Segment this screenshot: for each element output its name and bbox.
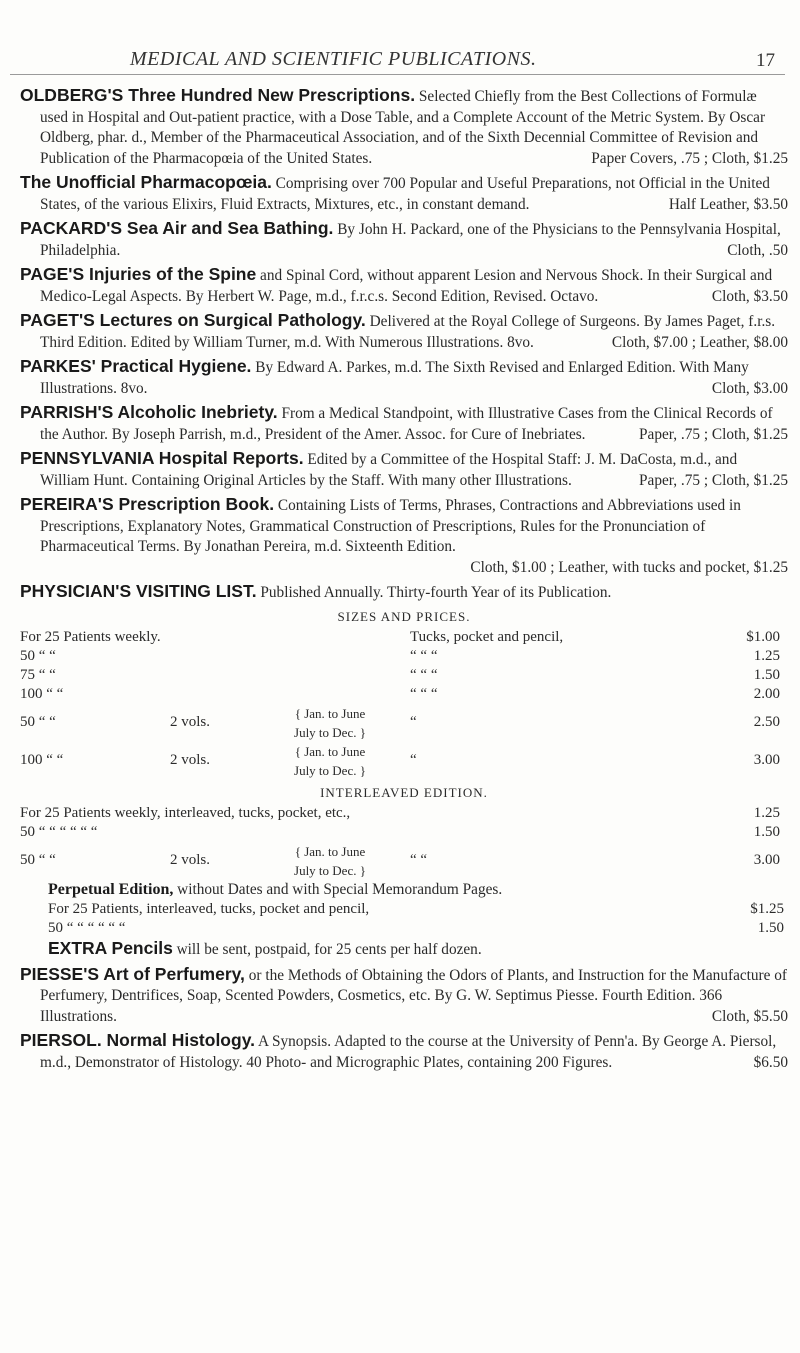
entry-text: Selected Chiefly from the Best Collections of Formulæ used in Hospital and Out-patient practice, with a Dose Table, and a Complete Account of the Metric System. By Oscar Oldberg, phar. d., Member of the Pharmaceutical Association, and of the Sixth Decennial Committee of Revision and Publication of the Pharmacopœia of the United States. bbox=[40, 88, 766, 167]
price-row bbox=[20, 900, 788, 919]
sizes-heading: SIZES AND PRICES. bbox=[337, 608, 471, 624]
catalog-entry bbox=[20, 402, 788, 445]
entry-heading: PAGET'S Lectures on Surgical Pathology. bbox=[20, 310, 366, 330]
row-patients: For 25 Patients, interleaved, tucks, pocket and pencil, bbox=[48, 900, 370, 917]
price-row bbox=[20, 685, 784, 704]
entry-text: Edited by a Committee of the Hospital Staff: J. M. DaCosta, m.d., and William Hunt. Containing Original Articles by the Staff. With many other Illustrations. bbox=[40, 451, 738, 489]
row-volumes bbox=[170, 666, 250, 685]
entry-price: Cloth, $1.00 ; Leather, with tucks and pocket, $1.25 bbox=[470, 558, 788, 576]
catalog-entry bbox=[20, 494, 788, 578]
row-price: 3.00 bbox=[753, 852, 780, 868]
header-rule bbox=[10, 74, 785, 75]
row-patients: For 25 Patients weekly. bbox=[20, 628, 161, 645]
row-price: 1.50 bbox=[753, 666, 780, 683]
entry-text: From a Medical Standpoint, with Illustrative Cases from the Clinical Records of the Author. By Joseph Parrish, m.d., President of the Amer. Assoc. for Cure of Inebriates. bbox=[40, 405, 773, 443]
row-patients: 50 “ “ “ “ “ “ bbox=[20, 823, 98, 840]
entry-price: Half Leather, $3.50 bbox=[668, 195, 788, 213]
entry-text: Comprising over 700 Popular and Useful Preparations, not Official in the United States, of the various Elixirs, Fluid Extracts, Mixtures, etc., in constant demand. bbox=[40, 175, 770, 213]
catalog-content bbox=[20, 85, 788, 1076]
entry-price: Paper, .75 ; Cloth, $1.25 bbox=[639, 471, 788, 489]
entry-text: A Synopsis. Adapted to the course at the University of Penn'a. By George A. Piersol, m.d., Demonstrator of Histology. 40 Photo- and Micrographic Plates, containing 200 Figures. bbox=[40, 1033, 777, 1071]
row-price: 1.25 bbox=[753, 647, 780, 664]
row-period bbox=[250, 628, 410, 647]
entry-heading: PAGE'S Injuries of the Spine bbox=[20, 264, 257, 284]
entry-heading: PHYSICIAN'S VISITING LIST. bbox=[20, 581, 257, 601]
entry-heading: PIERSOL. Normal Histology. bbox=[20, 1030, 255, 1050]
row-period bbox=[250, 742, 410, 780]
row-price: $1.25 bbox=[750, 900, 784, 917]
page-number: 17 bbox=[756, 50, 775, 71]
price-row bbox=[20, 804, 784, 823]
row-price: 3.00 bbox=[753, 752, 780, 768]
extra-text: will be sent, postpaid, for 25 cents per half dozen. bbox=[172, 940, 482, 958]
page-header bbox=[0, 48, 800, 76]
period-first: { Jan. to June bbox=[294, 743, 366, 759]
row-volumes: 2 vols. bbox=[170, 714, 211, 730]
entry-price: Cloth, $7.00 ; Leather, $8.00 bbox=[611, 333, 788, 351]
row-volumes: 2 vols. bbox=[170, 852, 211, 868]
catalog-entry bbox=[20, 448, 788, 491]
perpetual-text: without Dates and with Special Memorandum Pages. bbox=[173, 880, 503, 898]
row-price: 1.50 bbox=[757, 919, 784, 936]
extra-line bbox=[20, 938, 788, 960]
entry-price: Cloth, $3.00 bbox=[711, 379, 788, 397]
row-period bbox=[250, 685, 410, 704]
entry-text: By Edward A. Parkes, m.d. The Sixth Revised and Enlarged Edition. With Many Illustrations. 8vo. bbox=[40, 359, 749, 397]
row-price: 2.00 bbox=[753, 685, 780, 702]
row-patients: 50 “ “ bbox=[20, 647, 56, 664]
period-first: { Jan. to June bbox=[294, 705, 366, 721]
interleaved-heading: INTERLEAVED EDITION. bbox=[320, 784, 488, 800]
price-row bbox=[20, 666, 784, 685]
period-second: July to Dec. } bbox=[294, 862, 366, 878]
row-patients: For 25 Patients weekly, interleaved, tucks, pocket, etc., bbox=[20, 804, 351, 821]
price-row bbox=[20, 647, 784, 666]
row-patients: 50 “ “ “ “ “ “ bbox=[48, 919, 126, 936]
price-row bbox=[20, 742, 784, 780]
entry-text: and Spinal Cord, without apparent Lesion and Nervous Shock. In their Surgical and Medico-Legal Aspects. By Herbert W. Page, m.d., f.r.c.s. Second Edition, Revised. Octavo. bbox=[40, 267, 773, 305]
catalog-entry bbox=[20, 310, 788, 353]
row-volumes bbox=[170, 628, 250, 647]
row-period bbox=[250, 666, 410, 685]
price-row bbox=[20, 704, 784, 742]
entry-heading: OLDBERG'S Three Hundred New Prescriptions. bbox=[20, 85, 416, 105]
period-second: July to Dec. } bbox=[294, 724, 366, 740]
entry-price: Cloth, .50 bbox=[727, 241, 788, 259]
entry-price: Paper Covers, .75 ; Cloth, $1.25 bbox=[591, 149, 788, 167]
row-patients: 100 “ “ bbox=[20, 685, 64, 702]
interleaved-table bbox=[20, 804, 784, 880]
row-description: “ bbox=[410, 752, 417, 768]
entry-price: Cloth, $5.50 bbox=[711, 1007, 788, 1025]
catalog-entry bbox=[20, 172, 788, 215]
visiting-list-entry bbox=[20, 581, 788, 604]
row-price: 1.25 bbox=[753, 804, 780, 821]
catalog-entry bbox=[20, 356, 788, 399]
entry-heading: PARKES' Practical Hygiene. bbox=[20, 356, 252, 376]
catalog-entry bbox=[20, 1030, 788, 1073]
entry-text: Containing Lists of Terms, Phrases, Contractions and Abbreviations used in Prescriptions, Explanatory Notes, Grammatical Construction of Prescriptions, Rules for the Pronunciation of Pharmaceutical Terms. By Jonathan Pereira, m.d. Sixteenth Edition. bbox=[40, 497, 741, 555]
entry-text: or the Methods of Obtaining the Odors of Plants, and Instruction for the Manufacture of Perfumery, Dentrifices, Soap, Scented Powders, Cosmetics, etc. By G. W. Septimus Piesse. Fourth Edition. 366 Illustrations. bbox=[40, 966, 787, 1025]
extra-heading: EXTRA Pencils bbox=[48, 937, 173, 958]
row-period bbox=[250, 704, 410, 742]
row-price: 1.50 bbox=[753, 823, 780, 840]
entry-heading: PIESSE'S Art of Perfumery, bbox=[20, 963, 245, 984]
row-volumes: 2 vols. bbox=[170, 752, 211, 768]
row-description: “ “ “ bbox=[410, 685, 438, 702]
period-first: { Jan. to June bbox=[294, 843, 366, 859]
entry-text: Delivered at the Royal College of Surgeons. By James Paget, f.r.s. Third Edition. Edited by William Turner, m.d. With Numerous Illustrations. 8vo. bbox=[40, 313, 776, 351]
row-period bbox=[250, 842, 410, 880]
price-row bbox=[20, 628, 784, 647]
price-row bbox=[20, 842, 784, 880]
entry-price: Paper, .75 ; Cloth, $1.25 bbox=[639, 425, 788, 443]
catalog-entry bbox=[20, 218, 788, 261]
catalog-entry bbox=[20, 264, 788, 307]
sizes-table bbox=[20, 628, 784, 780]
perpetual-heading: Perpetual Edition, bbox=[48, 880, 174, 898]
entry-heading: PENNSYLVANIA Hospital Reports. bbox=[20, 448, 304, 468]
row-volumes bbox=[170, 685, 250, 704]
row-description: “ “ bbox=[410, 852, 428, 868]
entry-price: Cloth, $3.50 bbox=[711, 287, 788, 305]
row-volumes bbox=[170, 647, 250, 666]
entry-price: $6.50 bbox=[753, 1053, 788, 1071]
row-patients: 100 “ “ bbox=[20, 752, 64, 768]
entry-heading: The Unofficial Pharmacopœia. bbox=[20, 172, 272, 192]
price-row bbox=[20, 919, 788, 938]
row-description: “ bbox=[410, 714, 417, 730]
entry-text: Published Annually. Thirty-fourth Year of its Publication. bbox=[256, 584, 612, 601]
entry-text: By John H. Packard, one of the Physicians to the Pennsylvania Hospital, Philadelphia. bbox=[40, 221, 781, 259]
entry-heading: PACKARD'S Sea Air and Sea Bathing. bbox=[20, 218, 334, 238]
price-row bbox=[20, 823, 784, 842]
row-period bbox=[250, 647, 410, 666]
row-patients: 75 “ “ bbox=[20, 666, 56, 683]
period-second: July to Dec. } bbox=[294, 762, 366, 778]
catalog-entry bbox=[20, 85, 788, 169]
row-price: 2.50 bbox=[753, 714, 780, 730]
catalog-entry bbox=[20, 964, 788, 1028]
row-description: “ “ “ bbox=[410, 647, 438, 664]
row-description: Tucks, pocket and pencil, bbox=[410, 628, 564, 645]
running-title: MEDICAL AND SCIENTIFIC PUBLICATIONS. bbox=[130, 48, 537, 70]
row-patients: 50 “ “ bbox=[20, 714, 56, 730]
row-description: “ “ “ bbox=[410, 666, 438, 683]
row-patients: 50 “ “ bbox=[20, 852, 56, 868]
perpetual-line bbox=[20, 880, 788, 900]
row-price: $1.00 bbox=[746, 628, 780, 645]
entry-heading: PEREIRA'S Prescription Book. bbox=[20, 494, 275, 514]
perpetual-table bbox=[20, 900, 788, 938]
entry-heading: PARRISH'S Alcoholic Inebriety. bbox=[20, 402, 278, 422]
